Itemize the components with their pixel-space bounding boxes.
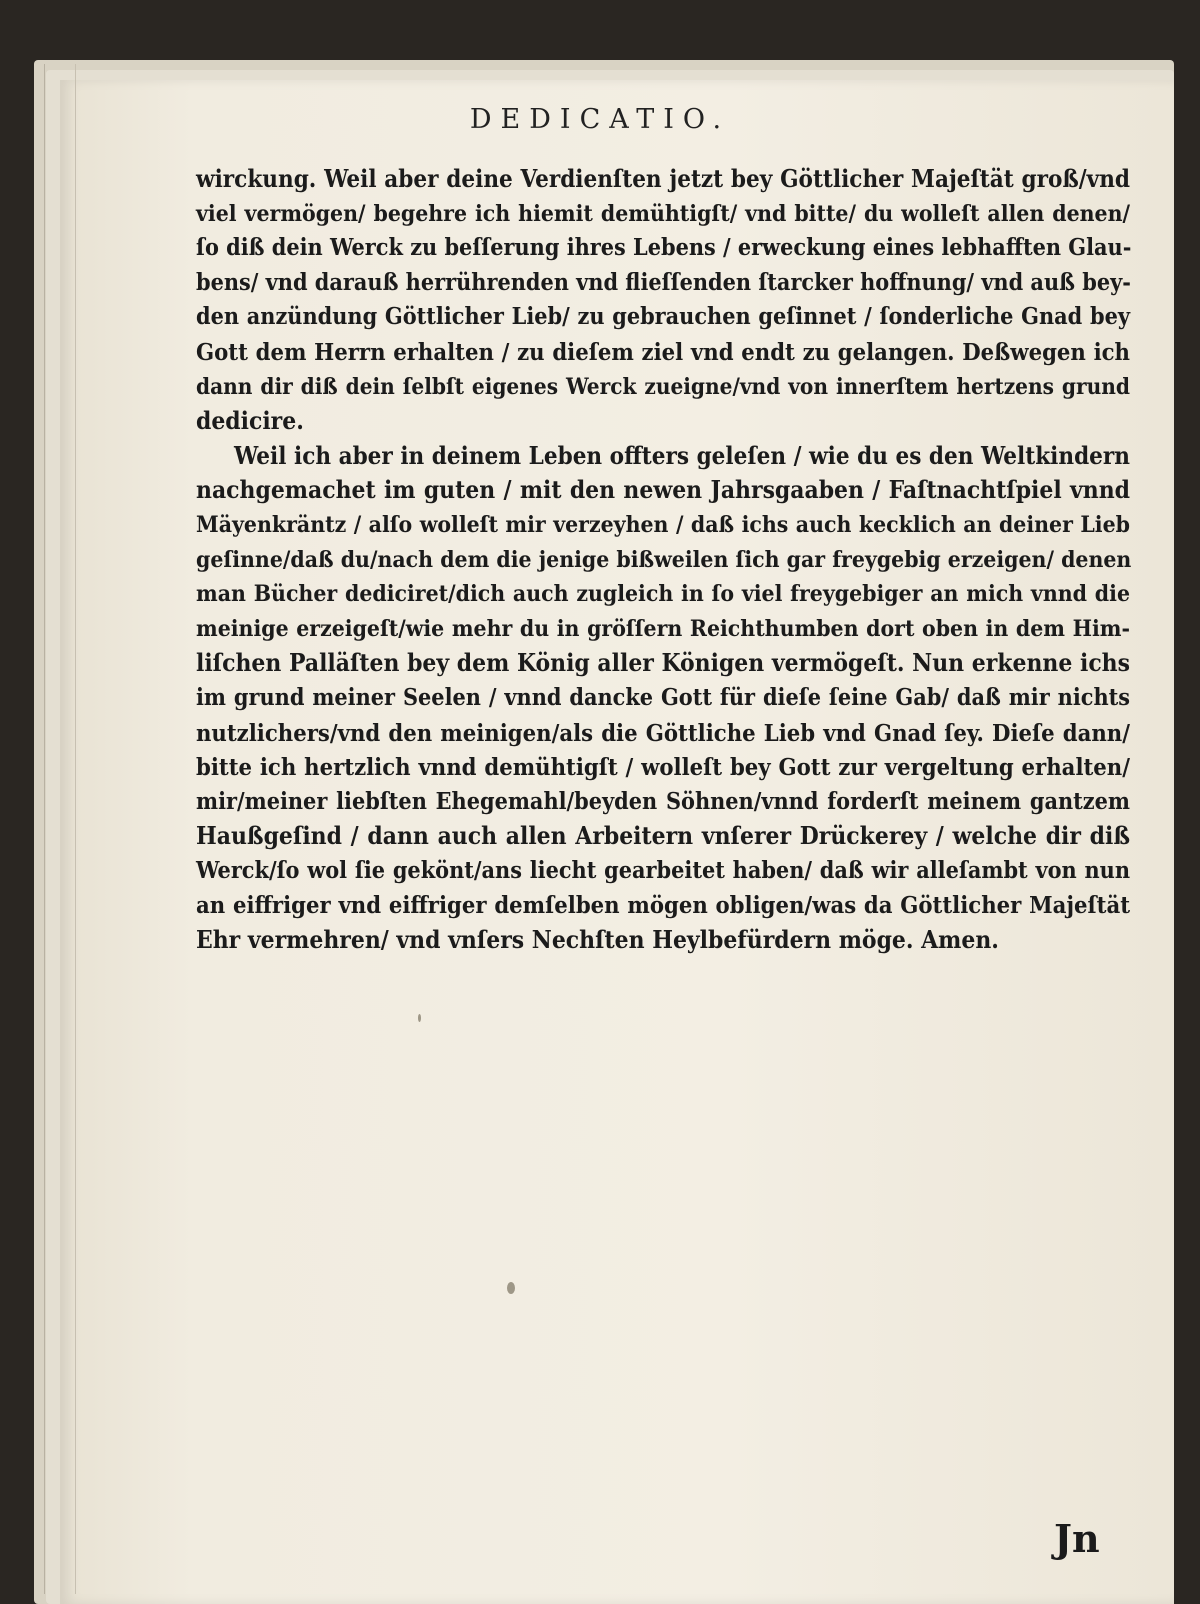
text-line: an eiffriger vnd eiffriger demſelben mögen obligen/was da Göttlicher Majeſtät — [196, 891, 1130, 920]
ink-spot — [418, 1014, 421, 1022]
text-line: bens/ vnd darauß herrührenden vnd flieſſenden ſtarcker hoffnung/ vnd auß bey- — [196, 268, 1131, 296]
ink-spot — [507, 1282, 515, 1294]
text-line: ſo diß dein Werck zu beſſerung ihres Lebens / erweckung eines lebhafften Glau- — [196, 234, 1132, 262]
text-line: dann dir diß dein ſelbſt eigenes Werck zueigne/vnd von innerſtem hertzens grund — [196, 373, 1130, 400]
page-header: DEDICATIO. — [469, 104, 731, 135]
text-line: liſchen Palläſten bey dem König aller Königen vermögeſt. Nun erkenne ichs — [196, 648, 1130, 678]
text-line: Weil ich aber in deinem Leben offters geleſen / wie du es den Weltkindern — [234, 440, 1130, 470]
text-line: Mäyenkräntz / alſo wolleſt mir verzeyhen / daß ichs auch kecklich an deiner Lieb — [196, 511, 1130, 538]
text-line: meinige erzeigeſt/wie mehr du in gröſſern Reichthumben dort oben in dem Him- — [196, 615, 1130, 642]
text-line: mir/meiner liebſten Ehegemahl/beyden Söhnen/vnnd forderſt meinem gantzem — [196, 787, 1130, 815]
text-line: Haußgeſind / dann auch allen Arbeitern vnſerer Drückerey / welche dir diß — [196, 821, 1130, 851]
text-line: Werck/ſo wol ſie gekönt/ans liecht gearbeitet haben/ daß wir alleſambt von nun — [196, 856, 1130, 884]
text-line: nutzlichers/vnd den meinigen/als die Göttliche Lieb vnd Gnad ſey. Dieſe dann/ — [196, 718, 1130, 747]
body-text — [196, 162, 1130, 958]
text-line: nachgemachet im guten / mit den newen Jahrsgaaben / Faſtnachtſpiel vnnd — [196, 475, 1130, 505]
text-line: den anzündung Göttlicher Lieb/ zu gebrauchen geſinnet / ſonderliche Gnad bey — [196, 303, 1130, 331]
text-line: im grund meiner Seelen / vnnd dancke Gott für dieſe ſeine Gab/ daß mir nichts — [196, 683, 1130, 711]
page-stack-edge — [44, 64, 76, 1594]
text-line: Gott dem Herrn erhalten / zu dieſem ziel vnd endt zu gelangen. Deßwegen ich — [196, 337, 1130, 366]
text-line: wirckung. Weil aber deine Verdienſten jetzt bey Göttlicher Majeſtät groß/vnd — [196, 164, 1130, 193]
catchword: Jn — [1054, 1516, 1100, 1561]
text-line: Ehr vermehren/ vnd vnſers Nechſten Heylbefürdern möge. Amen. — [196, 925, 999, 955]
text-line: man Bücher dediciret/dich auch zugleich in ſo viel freygebiger an mich vnnd die — [196, 581, 1130, 608]
text-line: bitte ich hertzlich vnnd demühtigſt / wolleſt bey Gott zur vergeltung erhalten/ — [196, 753, 1130, 782]
text-line: dedicire. — [196, 406, 304, 436]
text-line: geſinne/daß du/nach dem die jenige bißweilen ſich gar freygebig erzeigen/ denen — [196, 546, 1132, 573]
text-line: viel vermögen/ begehre ich hiemit demühtigſt/ vnd bitte/ du wolleſt allen denen/ — [196, 200, 1130, 227]
